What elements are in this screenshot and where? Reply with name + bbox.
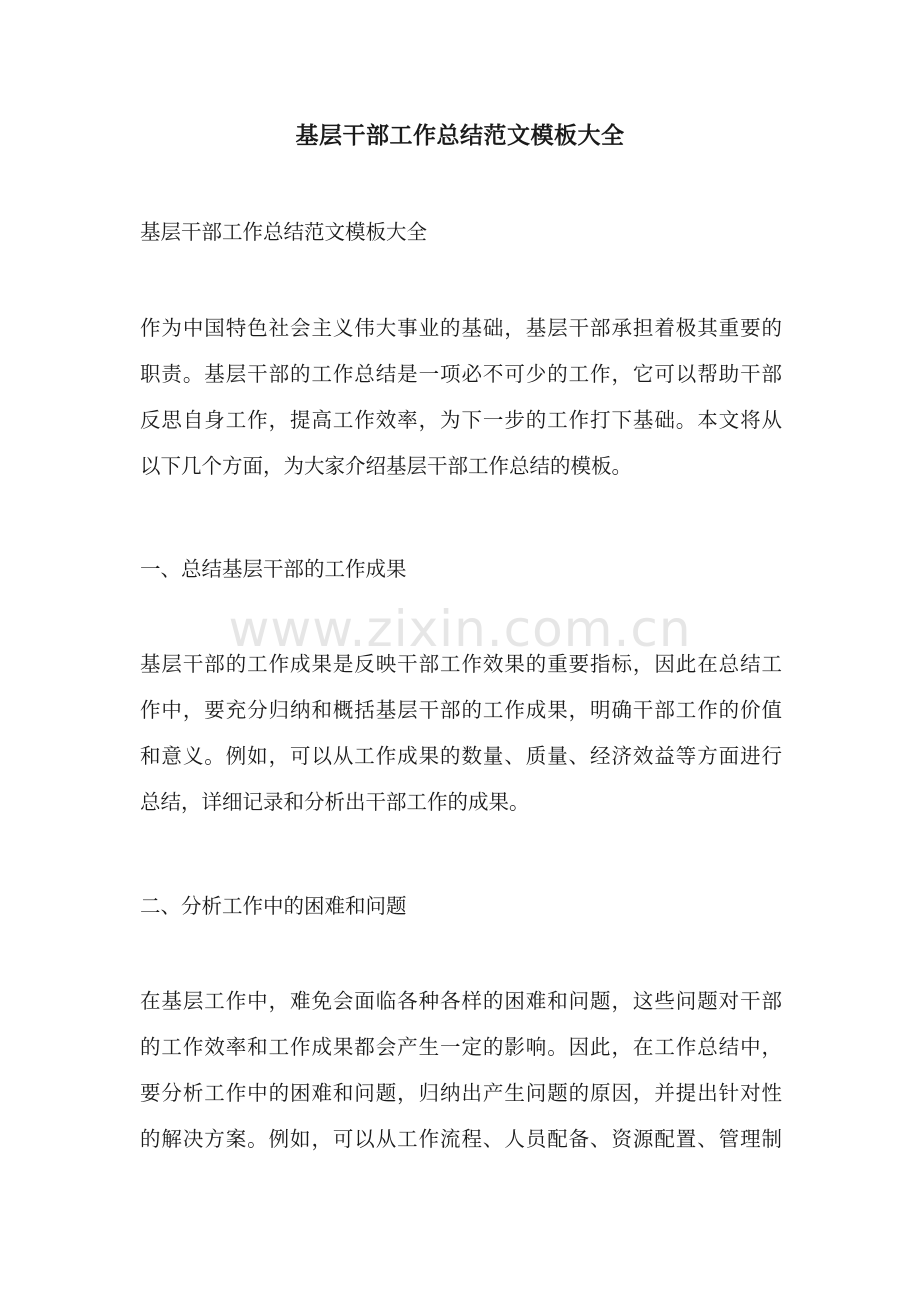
section1-line-4: 总结，详细记录和分析出干部工作的成果。 <box>140 790 530 814</box>
document-subtitle: 基层干部工作总结范文模板大全 <box>140 220 427 244</box>
intro-line-3: 反思自身工作，提高工作效率，为下一步的工作打下基础。本文将从 <box>140 408 782 432</box>
watermark: www.zixin.com.cn <box>228 600 692 658</box>
section1-line-2: 作中，要充分归纳和概括基层干部的工作成果，明确干部工作的价值 <box>140 698 782 722</box>
section1-line-3: 和意义。例如，可以从工作成果的数量、质量、经济效益等方面进行 <box>140 744 782 768</box>
section2-line-3: 要分析工作中的困难和问题，归纳出产生问题的原因，并提出针对性 <box>140 1081 782 1105</box>
intro-line-2: 职责。基层干部的工作总结是一项必不可少的工作，它可以帮助干部 <box>140 362 782 386</box>
intro-line-1: 作为中国特色社会主义伟大事业的基础，基层干部承担着极其重要的 <box>140 316 782 340</box>
document-title: 基层干部工作总结范文模板大全 <box>295 122 625 149</box>
section2-heading: 二、分析工作中的困难和问题 <box>140 894 407 918</box>
section2-line-2: 的工作效率和工作成果都会产生一定的影响。因此，在工作总结中， <box>140 1035 782 1059</box>
section1-heading: 一、总结基层干部的工作成果 <box>140 557 407 581</box>
section1-line-1: 基层干部的工作成果是反映干部工作效果的重要指标，因此在总结工 <box>140 652 782 676</box>
section2-line-1: 在基层工作中，难免会面临各种各样的困难和问题，这些问题对干部 <box>140 989 782 1013</box>
intro-line-4: 以下几个方面，为大家介绍基层干部工作总结的模板。 <box>140 454 632 478</box>
section2-line-4: 的解决方案。例如，可以从工作流程、人员配备、资源配置、管理制 <box>140 1127 782 1151</box>
